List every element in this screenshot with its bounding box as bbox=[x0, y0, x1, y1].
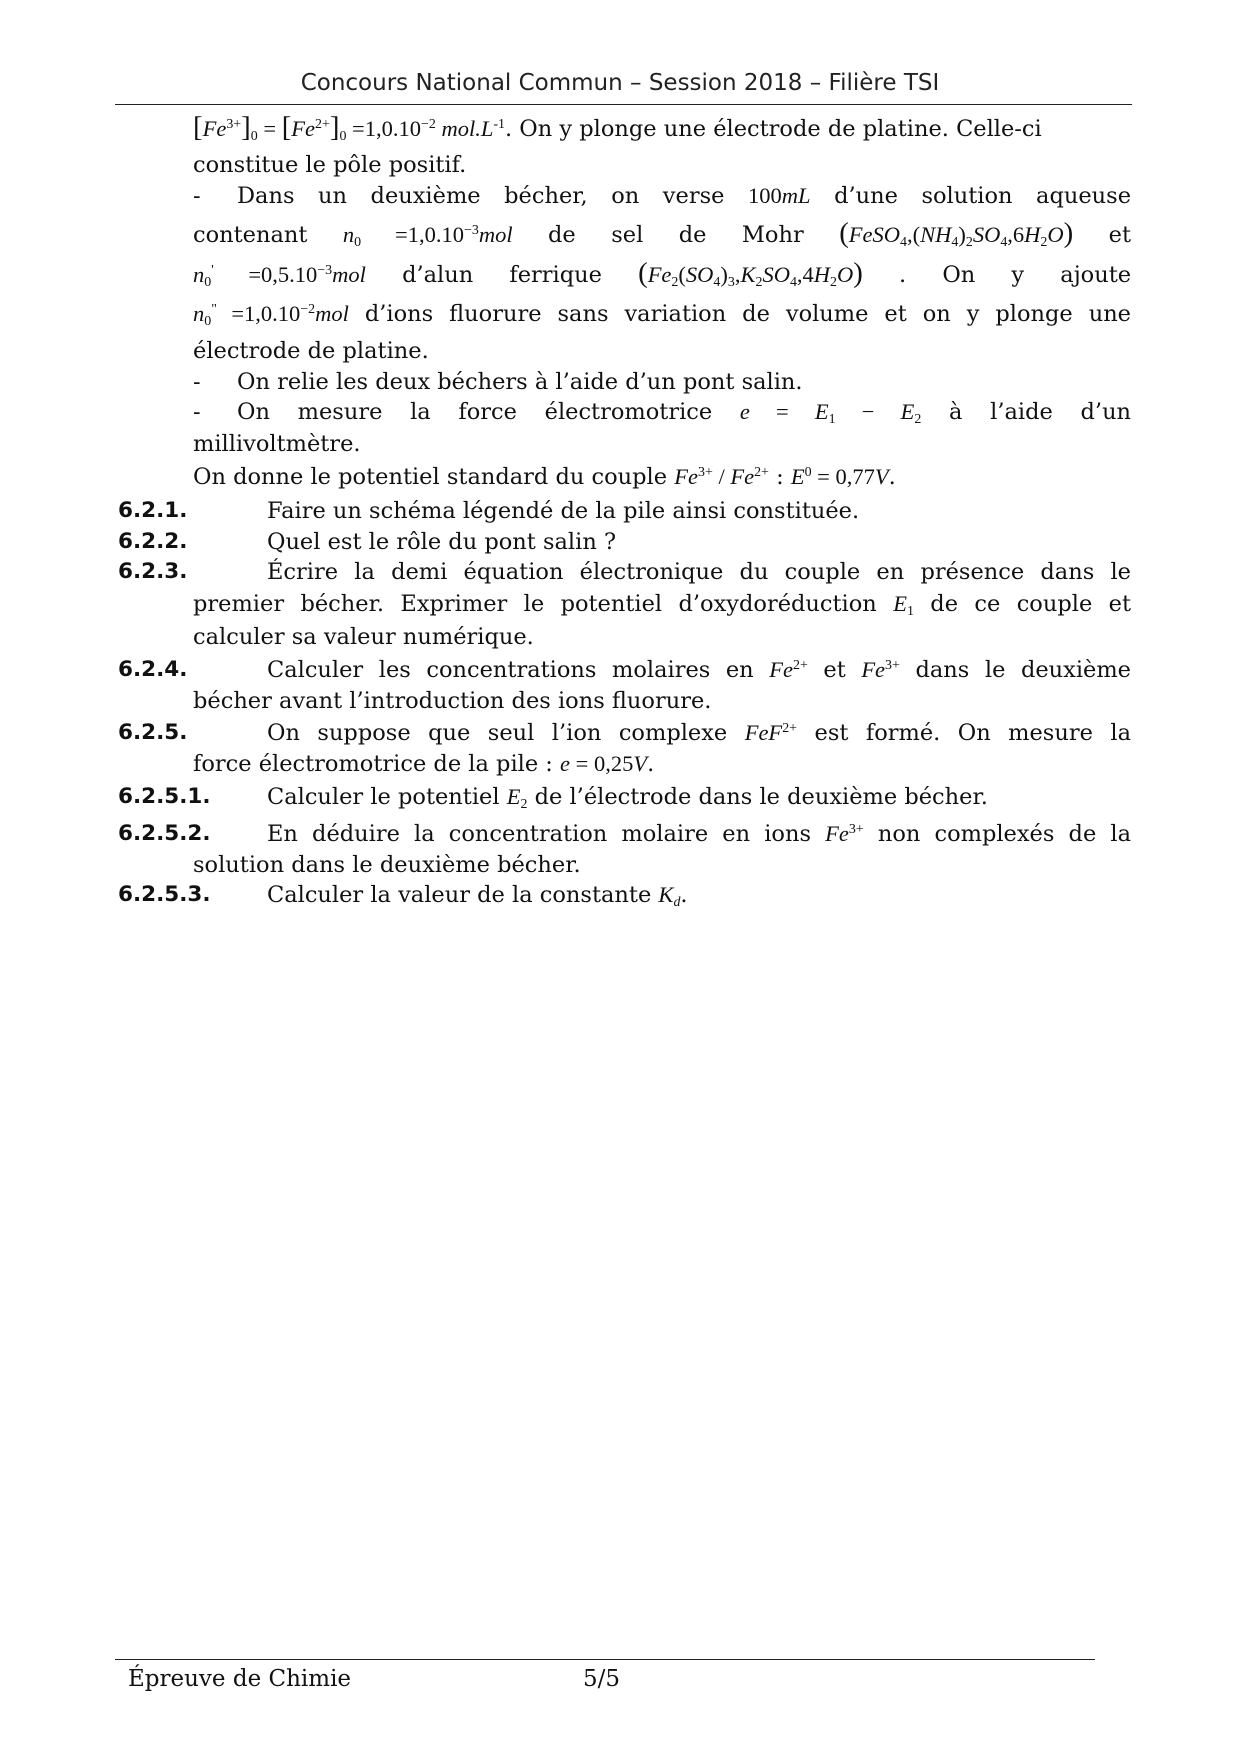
page-number: 5/5 bbox=[583, 1666, 621, 1692]
bullet-dash: - bbox=[193, 369, 201, 395]
question-text: Quel est le rôle du pont salin ? bbox=[267, 529, 617, 555]
formula-fef: FeF$^{2+}$ bbox=[744, 720, 798, 745]
text-line: On donne le potentiel standard du couple $Fe^{3+} / Fe^{2+}$ : $E^0 = 0,77V$. bbox=[193, 464, 896, 490]
formula-fe3: $Fe^{3+}$ bbox=[825, 821, 864, 846]
question-text: En déduire la concentration molaire en ions $Fe^{3+}$ non complexés de la bbox=[267, 821, 1131, 847]
formula-Kd: $K_d$ bbox=[658, 882, 681, 911]
text-line: contenant $n_0 =1,0.10^{-3}mol$ de sel de Mohr $(FeSO_4,(NH_4)_2SO_4,6H_2O)$ et bbox=[193, 217, 1132, 251]
question-number: 6.2.5.1. bbox=[118, 784, 211, 809]
text-line: électrode de platine. bbox=[193, 338, 429, 364]
bullet-dash: - bbox=[193, 183, 201, 209]
formula-E1: $E_1$ bbox=[893, 591, 914, 620]
formula-couple: $Fe^{3+} / Fe^{2+}$ bbox=[674, 464, 769, 489]
question-number: 6.2.5.2. bbox=[118, 821, 211, 846]
question-text: bécher avant l’introduction des ions fluorure. bbox=[193, 688, 712, 714]
page-header: Concours National Commun – Session 2018 – Filière TSI bbox=[300, 70, 940, 96]
question-text: premier bécher. Exprimer le potentiel d’oxydoréduction $E_1$ de ce couple et bbox=[193, 591, 1131, 620]
text-line: On mesure la force électromotrice $e = E_1 - E_2$ à l’aide d’un bbox=[237, 399, 1132, 428]
question-number: 6.2.5. bbox=[118, 720, 188, 745]
question-text: force électromotrice de la pile : e = 0,25V. bbox=[193, 751, 655, 777]
formula-ferric-alum: $(Fe_2(SO_4)_3,K_2SO_4,4H_2O)$ bbox=[638, 257, 863, 291]
formula-emf: $e = E_1 - E_2$ bbox=[739, 399, 922, 428]
question-text: Calculer la valeur de la constante $K_d$. bbox=[267, 882, 688, 911]
question-text: Écrire la demi équation électronique du couple en présence dans le bbox=[267, 559, 1131, 585]
text-line: On relie les deux béchers à l’aide d’un pont salin. bbox=[237, 369, 803, 395]
formula-fe3: $Fe^{3+}$ bbox=[861, 657, 900, 682]
question-text: calculer sa valeur numérique. bbox=[193, 624, 534, 650]
formula-mohr-salt: $(FeSO_4,(NH_4)_2SO_4,6H_2O)$ bbox=[839, 217, 1074, 251]
text-line: $n_0' =0,5.10^{-3}mol$ d’alun ferrique $(Fe_2(SO_4)_3,K_2SO_4,4H_2O)$ . On y ajoute bbox=[193, 257, 1132, 291]
formula-E2: $E_2$ bbox=[506, 784, 528, 813]
text-line: constitue le pôle positif. bbox=[193, 152, 467, 178]
formula-volume: 100mL bbox=[748, 183, 811, 208]
question-text: solution dans le deuxième bécher. bbox=[193, 852, 581, 878]
text-line: $n_0^" =1,0.10^{-2}mol$ d’ions fluorure sans variation de volume et on y plonge une bbox=[193, 301, 1132, 330]
formula-e-value: e = 0,25V bbox=[560, 751, 648, 776]
formula-n0: $n_0 =1,0.10^{-3}mol$ bbox=[342, 222, 513, 251]
header-divider bbox=[115, 104, 1132, 105]
formula-n0-double-prime: $n_0^" =1,0.10^{-2}mol$ bbox=[193, 301, 349, 330]
bullet-dash: - bbox=[193, 399, 201, 425]
question-number: 6.2.2. bbox=[118, 529, 188, 554]
question-text: Faire un schéma légendé de la pile ainsi constituée. bbox=[267, 498, 860, 524]
formula-n0-prime: $n_0' =0,5.10^{-3}mol$ bbox=[193, 262, 366, 291]
footer-title: Épreuve de Chimie bbox=[128, 1666, 352, 1692]
question-number: 6.2.4. bbox=[118, 657, 188, 682]
formula-fe2: $Fe^{2+}$ bbox=[769, 657, 808, 682]
formula-standard-potential: $E^0 = 0,77V$ bbox=[790, 464, 889, 489]
question-text: Calculer le potentiel $E_2$ de l’électrode dans le deuxième bécher. bbox=[267, 784, 988, 813]
question-text: On suppose que seul l’ion complexe FeF$^{2+}$ est formé. On mesure la bbox=[267, 720, 1131, 746]
concentration-line: $[Fe^{3+}]_0 = [Fe^{2+}]_0 =1,0.10^{-2}$ $mol.L^{-1}$. On y plonge une électrode de platine. Celle-ci bbox=[193, 111, 1042, 145]
question-text: Calculer les concentrations molaires en $Fe^{2+}$ et $Fe^{3+}$ dans le deuxième bbox=[267, 657, 1132, 683]
formula-initial-concentrations: $[Fe^{3+}]_0 = [Fe^{2+}]_0 =1,0.10^{-2}$ $mol.L^{-1}$ bbox=[193, 111, 505, 145]
question-number: 6.2.1. bbox=[118, 498, 188, 523]
footer-divider bbox=[115, 1659, 1095, 1660]
question-number: 6.2.3. bbox=[118, 559, 188, 584]
question-number: 6.2.5.3. bbox=[118, 882, 211, 907]
text-line: millivoltmètre. bbox=[193, 431, 361, 457]
text-line: Dans un deuxième bécher, on verse 100mL d’une solution aqueuse bbox=[237, 183, 1132, 209]
